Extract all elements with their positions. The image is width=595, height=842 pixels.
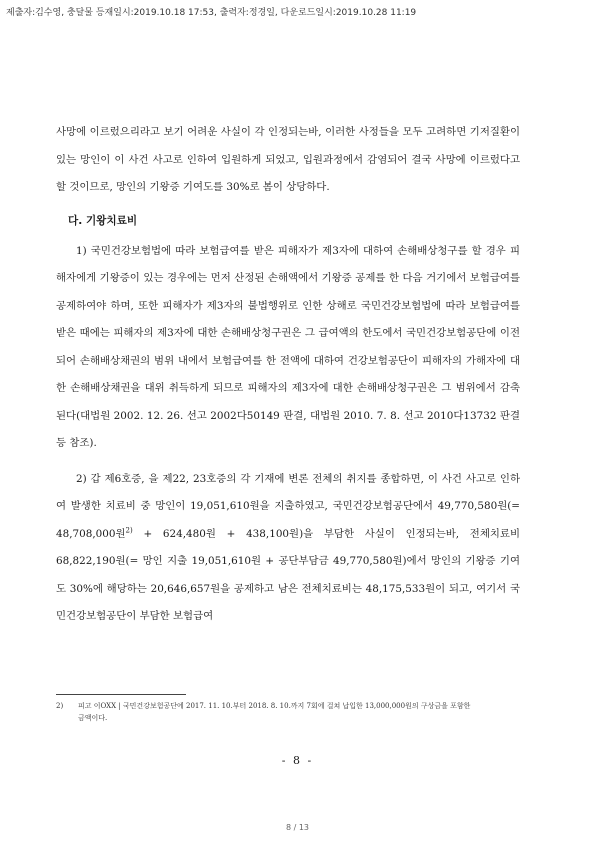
- paragraph-legal-principle: 1) 국민건강보험법에 따라 보험급여를 받은 피해자가 제3자에 대하여 손해배상청구를 할 경우 피해자에게 기왕증이 있는 경우에는 먼저 산정된 손해액에서 기왕증 공제를 한 다음 거기에서 보험급여를 공제하여야 하며, 또한 피해자가 제3자의 불법행위로 인한 상해로 국민건강보험법에 따라 보험급여를 받은 때에는 피해자의 제3자에 대한 손해배상청구권은 그 급여액의 한도에서 국민건강보험공단에 이전되어 손해배상채권의 범위 내에서 보험급여를 한 전액에 대하여 건강보험공단이 피해자의 가해자에 대한 손해배상채권을 대위 취득하게 되므로 피해자의 제3자에 대한 손해배상청구권은 그 범위에서 감축된다(대법원 2002. 12. 26. 선고 2002다50149 판결, 대법원 2010. 7. 8. 선고 2010다13732 판결 등 참조).: [56, 244, 520, 449]
- footnote-text-line2: 금액이다.: [78, 714, 108, 722]
- footnote-number: 2): [56, 702, 64, 710]
- document-body: [56, 119, 520, 631]
- paragraph-medical-costs-part1: 2) 갑 제6호증, 을 제22, 23호증의 각 기재에 변론 전체의 취지를 종합하면, 이 사건 사고로 인하여 발생한 치료비 중 망인이 19,051,610원을 지출하였고, 국민건강보험공단에서 49,770,580원(= 48,708,000원: [56, 472, 520, 540]
- footnote-text-line1: 피고 이OXX | 국민건강보험공단에 2017. 11. 10.부터 2018. 8. 10.까지 7회에 걸쳐 납입한 13,000,000원의 구상금을 포함한: [78, 702, 471, 710]
- paragraph-conclusion: 사망에 이르렀으리라고 보기 어려운 사실이 각 인정되는바, 이러한 사정들을 모두 고려하면 기저질환이 있는 망인이 이 사건 사고로 인하여 입원하게 되었고, 입원과정에서 감염되어 결국 사망에 이르렀다고 할 것이므로, 망인의 기왕증 기여도를 30%로 봄이 상당하다.: [56, 126, 520, 193]
- paragraph-medical-costs-part2: + 624,480원 + 438,100원)을 부담한 사실이 인정되는바, 전체치료비 68,822,190원(= 망인 지출 19,051,610원 + 공단부담금 49,770,580원)에서 망인의 기왕증 기여도 30%에 해당하는 20,646,657원을 공제하고 남은 전체치료비는 48,175,533원이 되고, 여기서 국민건강보험공단이 부담한 보험급여: [56, 527, 520, 622]
- footnote: [56, 700, 520, 724]
- section-heading: 다. 기왕치료비: [68, 214, 138, 227]
- footnote-divider: [56, 694, 186, 695]
- paragraph-medical-costs: [56, 466, 520, 631]
- document-header: 제출자:김수영, 충달물 등재일시:2019.10.18 17:53, 출력자:정경일, 다운로드일시:2019.10.28 11:19: [6, 8, 417, 18]
- page-number: - 8 -: [281, 754, 314, 767]
- page-counter: 8 / 13: [285, 823, 310, 832]
- footnote-reference: 2): [125, 526, 133, 535]
